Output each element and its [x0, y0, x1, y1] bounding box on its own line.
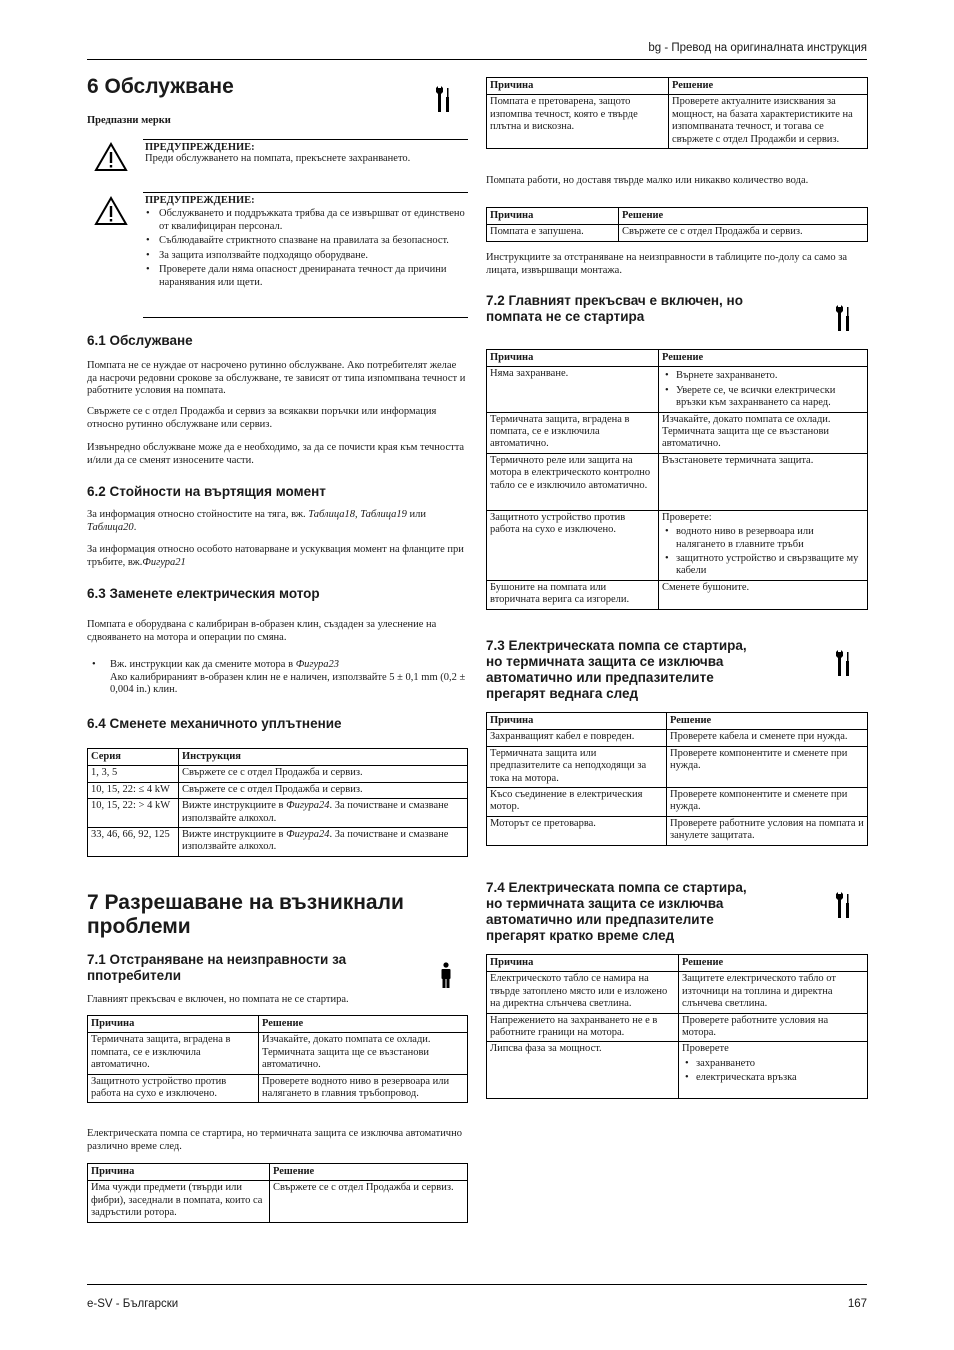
section-6-3-p1: Помпата е оборудвана с калибриран в-образен клин, създаден за улеснение на сдвояването на мотора и операции по смяна.: [87, 619, 437, 643]
section-7-1-title: 7.1 Отстраняване на неизправности за ппотребители: [87, 952, 347, 983]
footer-rule: [87, 1284, 867, 1285]
troubleshoot-table-2: [87, 1163, 468, 1223]
section-6-2-p2: За информация относно особото натоварване и ускуквация момент на фланците при тръбите, вж.Фигура21: [87, 544, 464, 568]
table-row: 10, 15, 22: > 4 kW Вижте инструкциите в Фигура24. За почистване и смазване използвайте алкохол.: [88, 799, 468, 828]
section-6-4-title: 6.4 Сменете механичното уплътнение: [87, 716, 342, 731]
section-7-title: 7 Разрешаване на възникнали проблеми: [87, 891, 404, 938]
table-row: Късо съединение в електрическия мотор. Проверете компонентите и сменете при нужда.: [487, 788, 868, 817]
table-header-row: Причина Решение: [487, 208, 868, 225]
table-row: Моторът се претоварва. Проверете работните условия на помпата и занулете защитата.: [487, 816, 868, 845]
section-7-1-intro: Главният прекъсвач е включен, но помпата не се стартира.: [87, 994, 349, 1005]
section-6-3-bullet: Вж. инструкции как да смените мотора в Фигура23 Ако калибрираният в-образен клин не е наличен, използвайте 5 ± 0,1 mm (0,2 ± 0,004 in.) клин.: [110, 659, 466, 695]
section-6-1-p2: Свържете се с отдел Продажба и сервиз за всякакви поръчки или информация относно рутинно обслужване или сервиз.: [87, 406, 437, 430]
page-header-title: bg - Превод на оригиналната инструкция: [648, 42, 867, 54]
precautions-label: Предпазни мерки: [87, 115, 171, 126]
table-row: Напрежението на захранването не е в работните граници на мотора. Проверете работните условия на мотора.: [487, 1013, 868, 1042]
troubleshoot-table-3: [486, 77, 868, 149]
warning-1-title: ПРЕДУПРЕЖДЕНИЕ:: [145, 142, 255, 153]
table-row: Защитното устройство против работа на сухо е изключено. Проверете водното ниво в резервоара или налягането в главния тръбопровод.: [88, 1074, 468, 1103]
figure23-link[interactable]: Фигура23: [295, 659, 339, 670]
warn2-rule: [143, 192, 468, 193]
warning-1-block: [145, 142, 467, 166]
section-6-1-title: 6.1 Обслужване: [87, 333, 193, 348]
header-rule: [87, 59, 867, 60]
table-row: Термичната защита, вградена в помпата, се е изключила автоматично. Изчакайте, докато помпата се охлади. Термичната защита ще се възстанови автоматично.: [88, 1033, 468, 1074]
table-row: 1, 3, 5 Свържете се с отдел Продажба и сервиз.: [88, 766, 468, 782]
warning-triangle-icon: [94, 142, 128, 172]
table-row: Помпата е запушена. Свържете се с отдел Продажба и сервиз.: [487, 225, 868, 241]
troubleshoot-table-1: [87, 1015, 468, 1103]
section-7-1-intro-2: Електрическата помпа се стартира, но термичната защита се изключва автоматично различно време след.: [87, 1128, 462, 1152]
section-6-1-p1: Помпата не се нуждае от насрочено рутинно обслужване. Ако потребителят желае да насрочи редовни срокове за обслужване, те зависят от типа изпомпвана течност и работните условия на помпата.: [87, 360, 466, 396]
installer-note: Инструкциите за отстраняване на неизправности в таблиците по-долу са само за лицата, извършващи монтажа.: [486, 252, 848, 276]
table18-link[interactable]: Таблица18: [308, 509, 355, 520]
figure21-link[interactable]: Фигура21: [142, 556, 186, 568]
list-item: • За защита използвайте подходящо оборудване.: [145, 250, 467, 263]
section-6-1-p3: Извънредно обслужване може да е необходимо, за да се почисти края към течността и/или да се сменят износените части.: [87, 442, 465, 466]
warning-2-title: ПРЕДУПРЕЖДЕНИЕ:: [145, 195, 255, 206]
wrench-screwdriver-icon: [436, 86, 452, 114]
table-header-row: Причина Решение: [487, 78, 868, 95]
table-header-row: Причина Решение: [487, 955, 868, 972]
section-6-2-title: 6.2 Стойности на въртящия момент: [87, 484, 326, 499]
section-6-3-title: 6.3 Заменете електрическия мотор: [87, 586, 320, 601]
section-7-1-intro-3: Помпата работи, но доставя твърде малко или никакво количество вода.: [486, 175, 809, 186]
table-row: 33, 46, 66, 92, 125 Вижте инструкциите в Фигура24. За почистване и смазване използвайте алкохол.: [88, 828, 468, 857]
bullet-marker: •: [92, 659, 96, 670]
table-row: Термичното реле или защита на мотора в електрическото контролно табло се е изключило автоматично. Възстановете термичната защита.: [487, 453, 868, 510]
table-header-row: Причина Решение: [88, 1016, 468, 1033]
table-row: 10, 15, 22: ≤ 4 kW Свържете се с отдел Продажба и сервиз.: [88, 782, 468, 798]
table-header: Инструкция: [179, 749, 468, 766]
list-item: • Съблюдавайте стриктното спазване на правилата за безопасност.: [145, 235, 467, 248]
troubleshoot-table-7-2: [486, 349, 868, 610]
table-row: Има чужди предмети (твърди или фибри), заседнали в помпата, които са задръстили ротора. Свържете се с отдел Продажба и сервиз.: [88, 1181, 468, 1222]
wrench-screwdriver-icon: [836, 305, 852, 333]
table-row: Няма захранване. • Върнете захранването. • Уверете се, че всички електрически връзки към захранването са наред.: [487, 367, 868, 412]
table-row: Термичната защита, вградена в помпата, се е изключила автоматично. Изчакайте, докато помпата се охлади. Термичната защита ще се възстанови автоматично.: [487, 412, 868, 453]
warning-2-block: [145, 195, 467, 291]
warning-1-text: Преди обслужването на помпата, прекъснете захранването.: [145, 153, 411, 164]
list-item: • Проверете дали няма опасност дренираната течност да причини наранявания или щети.: [145, 264, 467, 289]
table-row: Захранващият кабел е повреден. Проверете кабела и сменете при нужда.: [487, 730, 868, 746]
wrench-screwdriver-icon: [836, 892, 852, 920]
user-icon: [440, 962, 452, 988]
warn2-bottom-rule: [143, 317, 468, 318]
table-row: Бушоните на помпата или втоpичната верига са изгорели. Сменете бушоните.: [487, 580, 868, 609]
figure24-link[interactable]: Фигура24: [286, 829, 330, 841]
figure24-link[interactable]: Фигура24: [286, 800, 330, 812]
troubleshoot-table-7-3: [486, 712, 868, 846]
troubleshoot-table-4: [486, 207, 868, 242]
table-header-row: Причина Решение: [487, 350, 868, 367]
troubleshoot-table-7-4: [486, 954, 868, 1099]
section-7-2-title: 7.2 Главният прекъсвач е включен, но помпата не се стартира: [486, 293, 743, 324]
table-row: Електрическото табло се намира на твърде затоплено място или е изложено на директна слънчева светлина. Защитете електрическото табло от източници на топлина и директна слънчева светлина.: [487, 972, 868, 1013]
warning-2-list: [145, 208, 467, 289]
table-header-row: Причина Решение: [487, 713, 868, 730]
table-header-row: [88, 749, 468, 766]
page-number: 167: [847, 1298, 867, 1310]
table-row: Липсва фаза за мощност. Проверете • захранването • електрическата връзка: [487, 1042, 868, 1099]
table-header: Серия: [88, 749, 179, 766]
section-6-2-p1: За информация относно стойностите на тяга, вж. Таблица18, Таблица19 или Таблица20.: [87, 509, 426, 533]
table19-link[interactable]: Таблица19: [360, 509, 407, 520]
seal-table: [87, 748, 468, 857]
list-item: • Обслужването и поддръжката трябва да се извършват от единствено от квалифициран персонал.: [145, 208, 467, 233]
wrench-screwdriver-icon: [836, 650, 852, 678]
section-7-3-title: 7.3 Електрическата помпа се стартира, но термичната защита се изключва автоматично или предпазителите прегарят веднага след: [486, 638, 747, 701]
table-row: Защитното устройство против работа на сухо е изключено. Проверете: • водното ниво в резервоара или налягането в главните тръби • защитното устройство и свързващите му кабели: [487, 510, 868, 580]
table20-link[interactable]: Таблица20: [87, 521, 134, 533]
table-row: Термичната защита или предпазителите са неподходящи за тока на мотора. Проверете компонентите и сменете при нужда.: [487, 746, 868, 787]
warn1-rule: [143, 139, 468, 140]
footer-doc-label: e-SV - Български: [87, 1298, 179, 1310]
warning-triangle-icon: [94, 196, 128, 226]
section-6-title: 6 Обслужване: [87, 75, 234, 98]
section-7-4-title: 7.4 Електрическата помпа се стартира, но термичната защита се изключва автоматично или предпазителите прегарят кратко време след: [486, 880, 747, 943]
table-row: Помпата е претоварена, защото изпомпва течност, която е твърде плътна и вискозна. Проверете актуалните изисквания за мощност, на базата характеристиките на изпомпваната течност, и тогава се свържете с отдел Продажби и сервиз.: [487, 95, 868, 149]
table-header-row: Причина Решение: [88, 1164, 468, 1181]
